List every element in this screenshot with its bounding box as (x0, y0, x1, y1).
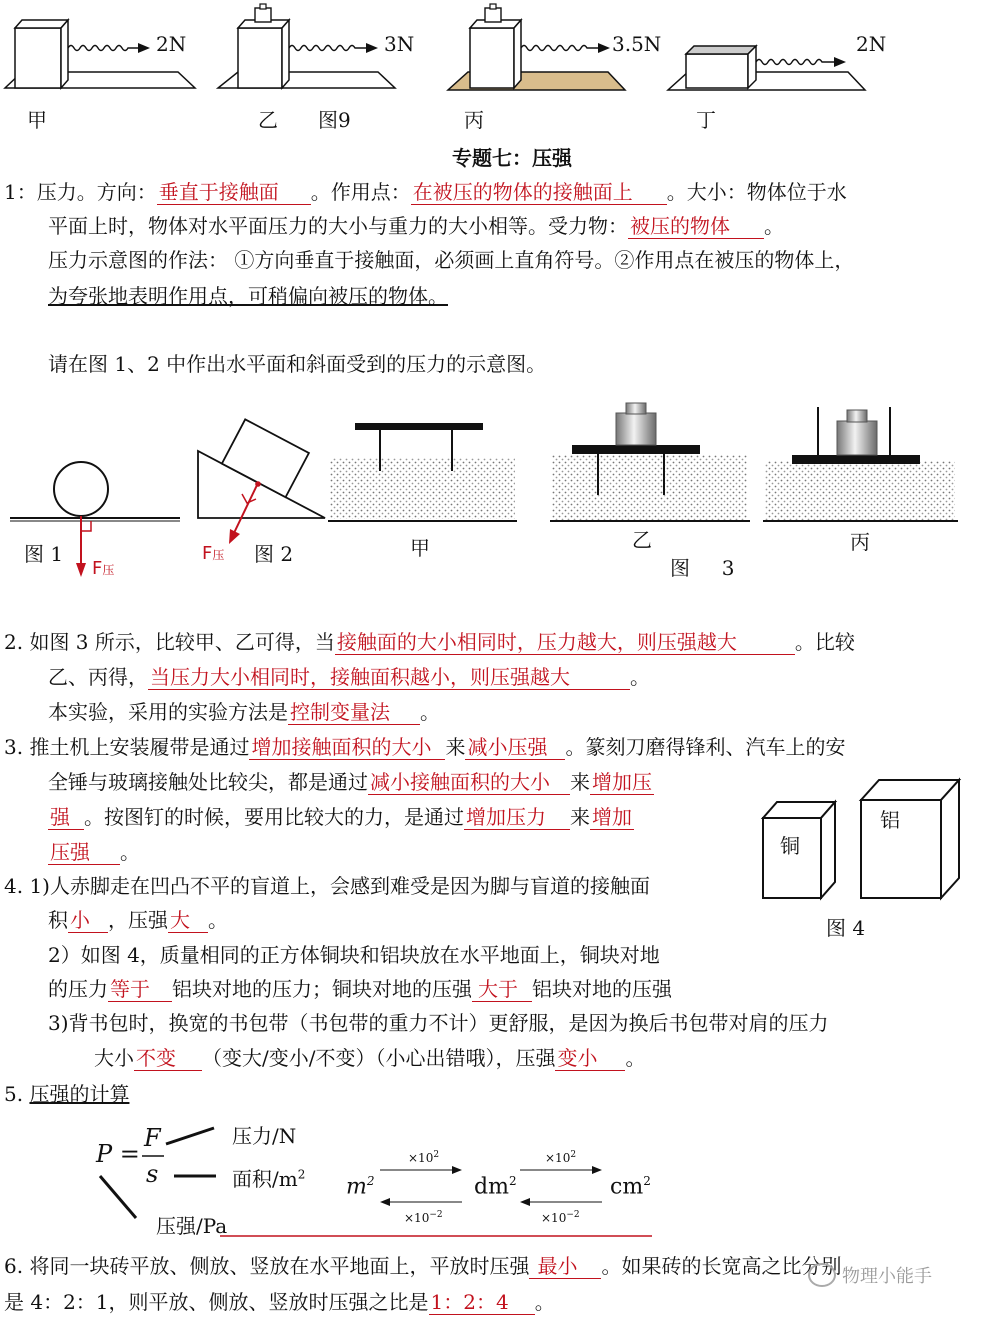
watermark: 物理小能手 (808, 1262, 932, 1288)
fig9-label-yi: 乙 (258, 108, 278, 132)
q1-answer-direction: 垂直于接触面 (157, 180, 311, 205)
formula-force-label: 压力/N (232, 1124, 297, 1148)
figure-9 (0, 0, 990, 135)
fig1-force-label: F压 (92, 558, 115, 579)
q3-answer-6: 增加 (592, 805, 632, 829)
figures-1-3 (0, 395, 990, 605)
q3-line4: 压强 。 (50, 840, 140, 864)
q1-line2: 平面上时，物体对水平面压力的大小与重力的大小相等。受力物： 被压的物体 。 (48, 214, 784, 238)
q6-answer-1: 最小 (529, 1254, 601, 1279)
q1-line4: 为夸张地表明作用点，可稍偏向被压的物体。 (48, 284, 448, 308)
q4-line2: 积 小 ，压强 大 。 (48, 908, 228, 932)
q3-answer-1: 增加接触面积的大小 (249, 735, 445, 760)
factor-down-2: $\times 10^{-2}$ (541, 1210, 580, 1225)
fig4-copper-label: 铜 (780, 834, 800, 858)
unit-dm2: $dm^2$ (474, 1174, 517, 1200)
q1-line3: 压力示意图的作法： ①方向垂直于接触面，必须画上直角符号。②作用点在被压的物体上， (48, 248, 855, 272)
q1-line1: 1：压力。方向： 垂直于接触面 。作用点： 在被压的物体的接触面上 。大小：物体位于水 (4, 180, 847, 204)
q2-answer-2: 当压力大小相同时，接触面积越小，则压强越大 (148, 665, 630, 690)
q4-line1: 4. 1)人赤脚走在凹凸不平的盲道上，会感到难受是因为脚与盲道的接触面 (4, 874, 650, 898)
q3-line2: 全锤与玻璃接触处比较尖，都是通过 减小接触面积的大小 来 增加压 (48, 770, 652, 794)
q4-line5: 3)背书包时，换宽的书包带（书包带的重力不计）更舒服，是因为换后书包带对肩的压力 (48, 1011, 829, 1035)
q3-answer-3: 减小接触面积的大小 (368, 770, 570, 795)
fig9-force-yi: 3N (384, 32, 415, 56)
fig1-caption: 图 1 (24, 542, 64, 566)
fig3-caption: 图 3 (670, 556, 735, 580)
formula-s: s (146, 1160, 159, 1188)
q3-line3: 强 。按图钉的时候，要用比较大的力，是通过 增加压力 来 增加 (50, 805, 632, 829)
formula-area-label: 面积$/m^2$ (232, 1167, 306, 1191)
q1-answer-point: 在被压的物体的接触面上 (411, 180, 667, 205)
wechat-icon (808, 1263, 836, 1287)
q4-answer-4: 大于 (472, 977, 532, 1002)
aluminum-block (861, 780, 959, 898)
fig3-label-bing: 丙 (850, 530, 870, 554)
fig9-bing (448, 4, 625, 90)
factor-up-1: $\times 10^2$ (408, 1150, 440, 1165)
q4-answer-1: 小 (68, 908, 108, 933)
q4-answer-6: 变小 (555, 1046, 625, 1071)
fig9-force-ding: 2N (856, 32, 887, 56)
fig9-label-ding: 丁 (696, 108, 716, 132)
fig2-force-label: F压 (202, 543, 225, 564)
q4-line4: 的压力 等于 铝块对地的压力；铜块对地的压强 大于 铝块对地的压强 (48, 977, 672, 1001)
q3-answer-5: 增加压力 (464, 805, 570, 830)
q4-answer-5: 不变 (134, 1046, 202, 1071)
fig3-label-jia: 甲 (410, 536, 430, 560)
q4-line6: 大小 不变 （变大/变小/不变）（小心出错哦），压强 变小 。 (94, 1046, 646, 1070)
q6-answer-2: 1：2：4 (429, 1290, 535, 1315)
factor-down-1: $\times 10^{-2}$ (404, 1210, 443, 1225)
formula-pressure-label: 压强/Pa (156, 1214, 228, 1238)
fig9-label-bing: 丙 (464, 108, 484, 132)
q6-line1: 6. 将同一块砖平放、侧放、竖放在水平地面上，平放时压强 最小 。如果砖的长宽高之比分别 (4, 1254, 842, 1278)
section-title: 专题七：压强 (452, 146, 572, 170)
q5-heading: 5. 压强的计算 (4, 1082, 130, 1106)
fig4-aluminum-label: 铝 (880, 808, 900, 832)
q1-task: 请在图 1、2 中作出水平面和斜面受到的压力的示意图。 (48, 352, 547, 376)
q4-answer-2: 大 (168, 908, 208, 933)
fig9-ding (668, 46, 865, 90)
q2-line3: 本实验，采用的实验方法是 控制变量法 。 (48, 700, 440, 724)
q3-answer-2: 减小压强 (465, 735, 565, 760)
unit-cm2: $cm^2$ (610, 1174, 651, 1200)
fig9-caption: 图9 (318, 108, 351, 132)
factor-up-2: $\times 10^2$ (545, 1150, 577, 1165)
q4-answer-3: 等于 (108, 977, 172, 1002)
q3-answer-4: 增加压 (592, 770, 652, 794)
fig9-force-jia: 2N (156, 32, 187, 56)
q1-answer-object: 被压的物体 (628, 214, 764, 239)
q2-line2: 乙、丙得， 当压力大小相同时，接触面积越小，则压强越大 。 (48, 665, 650, 689)
fig2-caption: 图 2 (254, 542, 294, 566)
q2-line1: 2. 如图 3 所示，比较甲、乙可得，当 接触面的大小相同时，压力越大，则压强越大 。比较 (4, 630, 855, 654)
fig9-yi (218, 4, 395, 88)
formula-f: F (144, 1124, 161, 1152)
fig9-force-bing: 3.5N (612, 32, 662, 56)
q3-line1: 3. 推土机上安装履带是通过 增加接触面积的大小 来 减小压强 。篆刻刀磨得锋利、汽车上的安 (4, 735, 846, 759)
q6-line2: 是 4：2：1，则平放、侧放、竖放时压强之比是 1：2：4 。 (4, 1290, 555, 1314)
formula-p: P = (96, 1140, 140, 1168)
fig3-label-yi: 乙 (632, 528, 652, 552)
q2-answer-1: 接触面的大小相同时，压力越大，则压强越大 (335, 630, 795, 655)
unit-m2: $m^2$ (346, 1174, 375, 1200)
fig4-caption: 图 4 (826, 916, 866, 940)
q2-answer-3: 控制变量法 (288, 700, 420, 725)
q4-line3: 2）如图 4，质量相同的正方体铜块和铝块放在水平地面上，铜块对地 (48, 943, 660, 967)
fig9-label-jia: 甲 (27, 108, 47, 132)
